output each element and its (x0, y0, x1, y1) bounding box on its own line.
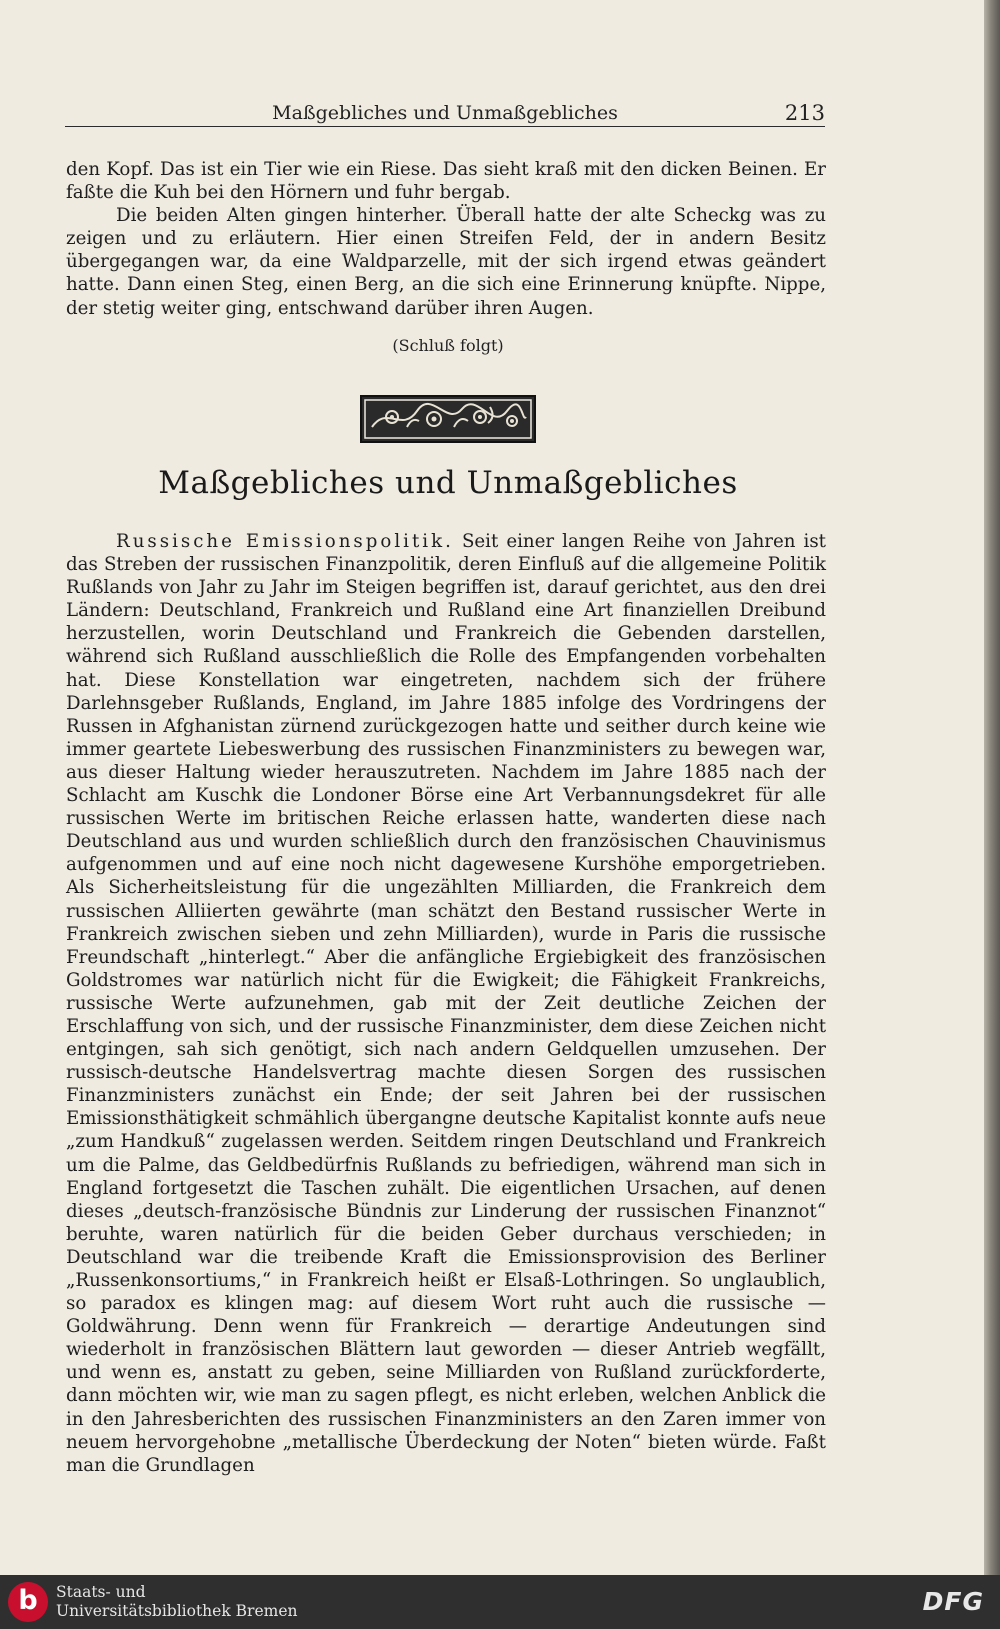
running-head (65, 100, 825, 127)
library-logo-icon[interactable]: b (8, 1582, 48, 1622)
paragraph (66, 530, 826, 1477)
library-name (56, 1583, 297, 1621)
continued-note: (Schluß folgt) (392, 336, 504, 355)
dfg-logo[interactable]: DFG (922, 1587, 984, 1616)
library-name-line: Universitätsbibliothek Bremen (56, 1602, 298, 1620)
previous-story-ending (66, 158, 826, 320)
footer-bar (0, 1575, 1000, 1629)
running-head-title: Maßgebliches und Unmaßgebliches (272, 102, 618, 124)
page-number: 213 (784, 101, 825, 125)
section-title: Maßgebliches und Unmaßgebliches (158, 465, 738, 501)
paragraph: Die beiden Alten gingen hinterher. Überall hatte der alte Scheckg was zu zeigen und zu erläutern. Hier einen Streifen Feld, der in andern Besitz übergegangen war, da eine Waldparzelle, mit der sich irgend etwas geändert hatte. Dann einen Steg, einen Berg, an die sich eine Erinnerung knüpfte. Nippe, der stetig weiter ging, entschwand darüber ihren Augen. (66, 205, 826, 319)
library-name-line: Staats- und (56, 1583, 146, 1601)
article-text: Seit einer langen Reihe von Jahren ist das Streben der russischen Finanzpolitik, deren Einfluß auf die allgemeine Politik Rußlands von Jahr zu Jahr im Steigen begriffen ist, darauf gerichtet, aus den drei Ländern: Deutschland, Frankreich und Rußland eine Art finanziellen Dreibund herzustellen, worin Deutschland und Frankreich die Gebenden darstellen, während sich Rußland ausschließlich die Rolle des Empfangenden vorbehalten hat. Diese Konstellation war eingetreten, nachdem sich der frühere Darlehnsgeber Rußlands, England, im Jahre 1885 infolge des Vordringens der Russen in Afghanistan zürnend zurückgezogen hatte und seither durch keine wie immer geartete Liebeswerbung des russischen Finanzministers zu bewegen war, aus dieser Haltung wieder herauszutreten. Nachdem im Jahre 1885 nach der Schlacht am Kuschk die Londoner Börse eine Art Verbannungsdekret für alle russischen Werte im britischen Reiche erlassen hatte, wanderten diese nach Deutschland aus und wurden schließlich durch den französischen Chauvinismus aufgenommen und auf eine noch nicht dagewesene Kurshöhe emporgetrieben. Als Sicherheitsleistung für die ungezählten Milliarden, die Frankreich dem russischen Alliierten gewährte (man schätzt den Bestand russischer Werte in Frankreich zwischen sieben und zehn Milliarden), wurde in Paris die russische Freundschaft „hinterlegt.“ Aber die anfängliche Ergiebigkeit des französischen Goldstromes war natürlich nicht für die Ewigkeit; die Fähigkeit Frankreichs, russische Werte aufzunehmen, gab mit der Zeit deutliche Zeichen der Erschlaffung von sich, und der russische Finanzminister, dem diese Zeichen nicht entgingen, sah sich genötigt, sich nach andern Geldquellen umzusehen. Der russisch-deutsche Handelsvertrag machte diesen Sorgen des russischen Finanzministers zunächst ein Ende; der seit Jahren bei der russischen Emissionsthätigkeit schmählich übergangne deutsche Kapitalist konnte aufs neue „zum Handkuß“ zugelassen werden. Seitdem ringen Deutschland und Frankreich um die Palme, das Geldbedürfnis Rußlands zu befriedigen, während man sich in England fortgesetzt die Taschen zuhält. Die eigentlichen Ursachen, auf denen dieses „deutsch-französische Bündnis zur Linderung der russischen Finanznot“ beruhte, waren natürlich für die beiden Geber durchaus verschieden; in Deutschland war die treibende Kraft die Emissionsprovision des Berliner „Russenkonsortiums,“ in Frankreich heißt er Elsaß-Lothringen. So unglaublich, so paradox es klingen mag: auf diesem Wort ruht auch die russische — Goldwährung. Denn wenn für Frankreich — derartige Andeutungen sind wiederholt in französischen Blättern laut geworden — dieser Antrieb wegfällt, und wenn es, anstatt zu geben, seine Milliarden von Rußland zurückforderte, dann möchten wir, wie man zu sagen pflegt, es nicht erleben, welchen Anblick die in den Jahresberichten des russischen Finanzministers an den Zaren immer von neuem hervorgehobne „metallische Überdeckung der Noten“ bieten würde. Faßt man die Grundlagen (66, 531, 826, 1476)
paragraph: den Kopf. Das ist ein Tier wie ein Riese. Das sieht kraß mit den dicken Beinen. Er faßte die Kuh bei den Hörnern und fuhr bergab. (66, 159, 826, 204)
article-body (66, 530, 826, 1477)
article-heading: Russische Emissionspolitik. (116, 531, 454, 552)
ornament-icon (362, 397, 534, 441)
page-edge-shadow (984, 0, 1000, 1575)
floral-ornament-vignette (360, 395, 536, 443)
